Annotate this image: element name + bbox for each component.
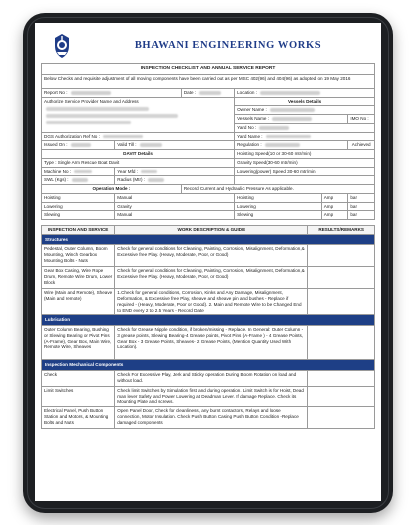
remarks-cell[interactable] xyxy=(308,386,375,406)
yard-no-label: Yard No : xyxy=(237,124,257,130)
achieved-label: Achieved xyxy=(348,141,375,150)
redacted-value xyxy=(74,170,92,174)
owner-cell[interactable] xyxy=(235,106,375,115)
davit-type: Type : Single Arm Rescue Boat Davit xyxy=(42,158,235,167)
mode-row xyxy=(42,211,375,220)
section-title: Structures xyxy=(42,234,375,245)
inspection-item: Outer Column Bearing, Bushing or Slewing Bearing or Pivot Pins (A-Frame), Gear Box, Main Wire, Remote Wire, Sheaves xyxy=(42,326,115,360)
swl-label: SWL (Kgs) : xyxy=(44,177,69,183)
swl-row xyxy=(42,176,375,185)
location-label: Location : xyxy=(237,89,258,95)
inspection-item: Gear Box Casing, Wire Rope Drum, Remote Wire Drum, Lower Block xyxy=(42,267,115,289)
mode-unit-bar: bar xyxy=(348,193,375,202)
col-results: RESULTS/REMARKS xyxy=(308,226,375,235)
redacted-value xyxy=(141,170,157,174)
regulation-label: Regulation : xyxy=(237,142,262,148)
table-row xyxy=(42,245,375,267)
table-row xyxy=(42,407,375,429)
redacted-value xyxy=(71,143,91,147)
mode-operation: Hoisting xyxy=(42,193,115,202)
info-table xyxy=(41,63,375,220)
form-title-row xyxy=(42,64,375,75)
yard-name-label: Yard Name : xyxy=(237,133,263,139)
year-label: Year Mfd : xyxy=(117,168,139,174)
mode-record: Slewing xyxy=(235,211,322,220)
col-inspection: INSPECTION AND SERVICE xyxy=(42,226,115,235)
provider-label: Authorize Service Provider Name and Address xyxy=(44,98,139,104)
mode-record: Lowering xyxy=(235,202,322,211)
table-row xyxy=(42,370,375,386)
company-name: BHAWANI ENGINEERING WORKS xyxy=(134,40,322,51)
document-header xyxy=(41,27,375,63)
redacted-value xyxy=(72,178,88,182)
remarks-cell[interactable] xyxy=(308,407,375,429)
provider-cell[interactable] xyxy=(42,97,235,132)
section-title: Lubrication xyxy=(42,315,375,326)
vessels-details-heading: Vessels Details xyxy=(235,97,375,106)
inspection-description: Check for general conditions for Cleaning, Painting, Corrosion, Misalignment, Deformation,& Excessive free Play. (Heavy, Moderate, Poor, or Good) xyxy=(115,245,308,267)
inspection-item: Pedestal, Outer Column, Boom Mounting, Winch Gearbox Mounting Bolts - Nuts xyxy=(42,245,115,267)
remarks-cell[interactable] xyxy=(308,326,375,360)
mode-unit-amp: Amp xyxy=(321,202,348,211)
issued-label: Issued On : xyxy=(44,142,68,148)
document-screen[interactable] xyxy=(35,23,381,501)
redacted-value xyxy=(103,135,143,139)
mode-operation: Slewing xyxy=(42,211,115,220)
inspection-item: Check xyxy=(42,370,115,386)
redacted-value xyxy=(270,108,315,112)
regulation-cell[interactable] xyxy=(235,141,348,150)
inspection-description: Check for general conditions for Cleaning, Painting, Corrosion, Misalignment, Deformation,& Excessive free Play. (Heavy, Moderate, Poor, or Good) xyxy=(115,267,308,289)
redacted-value xyxy=(260,91,320,95)
remarks-cell[interactable] xyxy=(308,289,375,315)
redacted-value xyxy=(266,135,311,139)
redacted-value xyxy=(46,107,149,111)
redacted-value xyxy=(140,143,162,147)
radius-cell[interactable] xyxy=(115,176,235,185)
table-row xyxy=(42,326,375,360)
col-work: WORK DESCRIPTION & GUIDE xyxy=(115,226,308,235)
mode-type: Manual xyxy=(115,193,235,202)
davit-details-heading: DAVIT Details xyxy=(42,150,235,159)
valid-label: Valid Till : xyxy=(117,142,137,148)
report-document xyxy=(35,23,381,429)
intro-row xyxy=(42,74,375,88)
yard-name-cell[interactable] xyxy=(235,132,375,141)
redacted-value xyxy=(148,178,164,182)
empty-cell xyxy=(235,176,375,185)
machine-cell[interactable] xyxy=(42,167,115,176)
mode-unit-amp: Amp xyxy=(321,211,348,220)
remarks-cell[interactable] xyxy=(308,245,375,267)
mode-row xyxy=(42,202,375,211)
remarks-cell[interactable] xyxy=(308,370,375,386)
table-row xyxy=(42,289,375,315)
inspection-description: Check For Excessive Play, Jerk and Sticky operation During Boom Rotation on load and without load. xyxy=(115,370,308,386)
inspection-column-headers xyxy=(42,226,375,235)
report-no-label: Report No : xyxy=(44,89,68,95)
section-title: Inspection Mechanical Components xyxy=(42,360,375,371)
record-current-note: Record Current and Hydraulic Pressure As applicable. xyxy=(181,185,374,194)
redacted-value xyxy=(46,114,178,118)
location-cell[interactable] xyxy=(235,88,375,97)
lowering-speed-label: Lowering(power) Speed 30-60 mtr/min xyxy=(235,167,375,176)
inspection-table xyxy=(41,225,375,429)
report-row xyxy=(42,88,375,97)
redacted-value xyxy=(265,143,300,147)
mode-type: Gravity xyxy=(115,202,235,211)
operation-mode-heading: Operation Mode : xyxy=(42,185,182,194)
redacted-value xyxy=(199,91,221,95)
mode-unit-bar: bar xyxy=(348,211,375,220)
section-header xyxy=(42,315,375,326)
hoisting-speed-label: Hoisting Speed(10 or 30-60 mtr/min) xyxy=(235,150,375,159)
mode-row xyxy=(42,193,375,202)
vessel-name-cell[interactable] xyxy=(235,115,348,124)
report-no-cell[interactable] xyxy=(42,88,182,97)
date-label: Date : xyxy=(183,89,197,95)
dgs-label: DGS Authorization Ref No : xyxy=(44,133,100,139)
form-title: INSPECTION CHECKLIST AND ANNUAL SERVICE REPORT xyxy=(42,64,375,75)
year-cell[interactable] xyxy=(115,167,235,176)
vessel-name-label: Vessels Name : xyxy=(237,116,270,122)
inspection-item: Wire (Main and Remote), Sheave (Main and remote) xyxy=(42,289,115,315)
mode-record: Hoisting xyxy=(235,193,322,202)
davit-row xyxy=(42,150,375,159)
mode-unit-amp: Amp xyxy=(321,193,348,202)
operation-mode-row xyxy=(42,185,375,194)
company-logo-icon xyxy=(51,33,73,59)
swl-cell[interactable] xyxy=(42,176,115,185)
imo-cell[interactable] xyxy=(348,115,375,124)
remarks-cell[interactable] xyxy=(308,267,375,289)
inspection-item: Limit Switches xyxy=(42,386,115,406)
type-row xyxy=(42,158,375,167)
provider-row xyxy=(42,97,375,106)
issued-cell[interactable] xyxy=(42,141,115,150)
owner-label: Owner Name : xyxy=(237,107,267,113)
section-header xyxy=(42,234,375,245)
table-row xyxy=(42,386,375,406)
redacted-value xyxy=(272,117,312,121)
mode-operation: Lowering xyxy=(42,202,115,211)
dgs-row xyxy=(42,132,375,141)
redacted-value xyxy=(259,126,289,130)
section-header xyxy=(42,360,375,371)
tablet-frame xyxy=(23,13,393,513)
imo-label: IMO No : xyxy=(350,116,369,122)
redacted-value xyxy=(71,91,111,95)
inspection-description: Open Panel Door, Check for cleanliness, any burnt contactors, Relays and loose connection, Motor Insulation. Check Push Button Casing Push Button Condition -Replace damaged components xyxy=(115,407,308,429)
inspection-item: Electrical Panel, Push Button Station and Motors, & Mounting Bolts and Nuts xyxy=(42,407,115,429)
intro-text: Below Checks and requisite adjustment of all moving components have been carried out as per MSC 402(96) and 404(96) as adopted on 19 May 2016 xyxy=(42,74,375,88)
gravity-speed-label: Gravity Speed(30-60 mtr/min) xyxy=(235,158,375,167)
machine-label: Machine No : xyxy=(44,168,72,174)
issued-row xyxy=(42,141,375,150)
table-row xyxy=(42,267,375,289)
mode-unit-bar: bar xyxy=(348,202,375,211)
mode-type: Manual xyxy=(115,211,235,220)
valid-cell[interactable] xyxy=(115,141,235,150)
date-cell[interactable] xyxy=(181,88,234,97)
yard-no-cell[interactable] xyxy=(235,123,375,132)
inspection-description: 1.Check for general conditions, Corrosion, Kinks and Any Damage, Misalignment, Deformation, & Excessive free Play, sheave and sheave pin and bushes - Replace if required - (Heavy, Moderate, Poor or Good). 2. Main and Remote Wire to be Changed End to END every 2 to 2.5 Years - Record Date xyxy=(115,289,308,315)
radius-label: Radius (Mtr) : xyxy=(117,177,146,183)
dgs-cell[interactable] xyxy=(42,132,235,141)
redacted-value xyxy=(46,121,131,125)
inspection-description: Check for Grease Nipple condition, if broken/missing - Replace. In General: Outer Column - 3 grease points, Slewing Bearing-4 Grease points, Pivot Pins (A-Frame ) - 4 Grease Points, Gear Box - 3 Grease Points, Sheaves- 2 Grease Points, (Mention Quantity Used With Location). xyxy=(115,326,308,360)
machine-row xyxy=(42,167,375,176)
inspection-description: Check limit Switches by Simulation first and during operation. Limit Switch is for Hoist, Dead man lever Safety and Power Lowering at Deadman Lever. If damage Replace. Check its Mounting Plate and screws. xyxy=(115,386,308,406)
